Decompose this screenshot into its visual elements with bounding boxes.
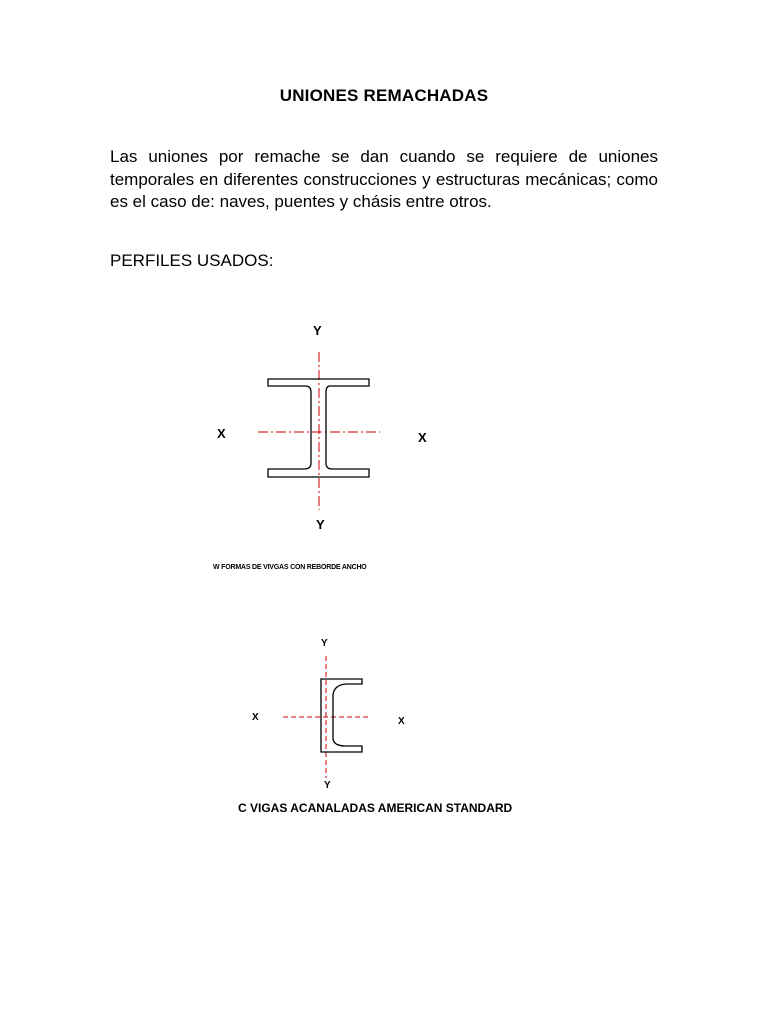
c-channel-caption: C VIGAS ACANALADAS AMERICAN STANDARD	[238, 801, 513, 815]
intro-paragraph: Las uniones por remache se dan cuando se requiere de uniones temporales en diferentes construcciones y estructuras mecánicas; como es el caso de: naves, puentes y chásis entre otros.	[110, 147, 658, 211]
w-beam-caption: W FORMAS DE VIVGAS CON REBORDE ANCHO	[213, 564, 367, 571]
w-beam-y-label-bottom: Y	[316, 517, 325, 532]
c-channel-x-label-left: X	[252, 712, 259, 723]
c-channel-y-label-bottom: Y	[324, 780, 331, 791]
c-channel-y-label-top: Y	[321, 638, 328, 649]
w-beam-x-label-right: X	[418, 430, 427, 445]
w-beam-y-label-top: Y	[313, 323, 322, 338]
section-heading: PERFILES USADOS:	[110, 251, 274, 270]
w-beam-x-label-left: X	[217, 426, 226, 441]
c-channel-outline	[321, 679, 362, 752]
c-channel-x-label-right: X	[398, 716, 405, 727]
page-title: UNIONES REMACHADAS	[279, 86, 489, 105]
